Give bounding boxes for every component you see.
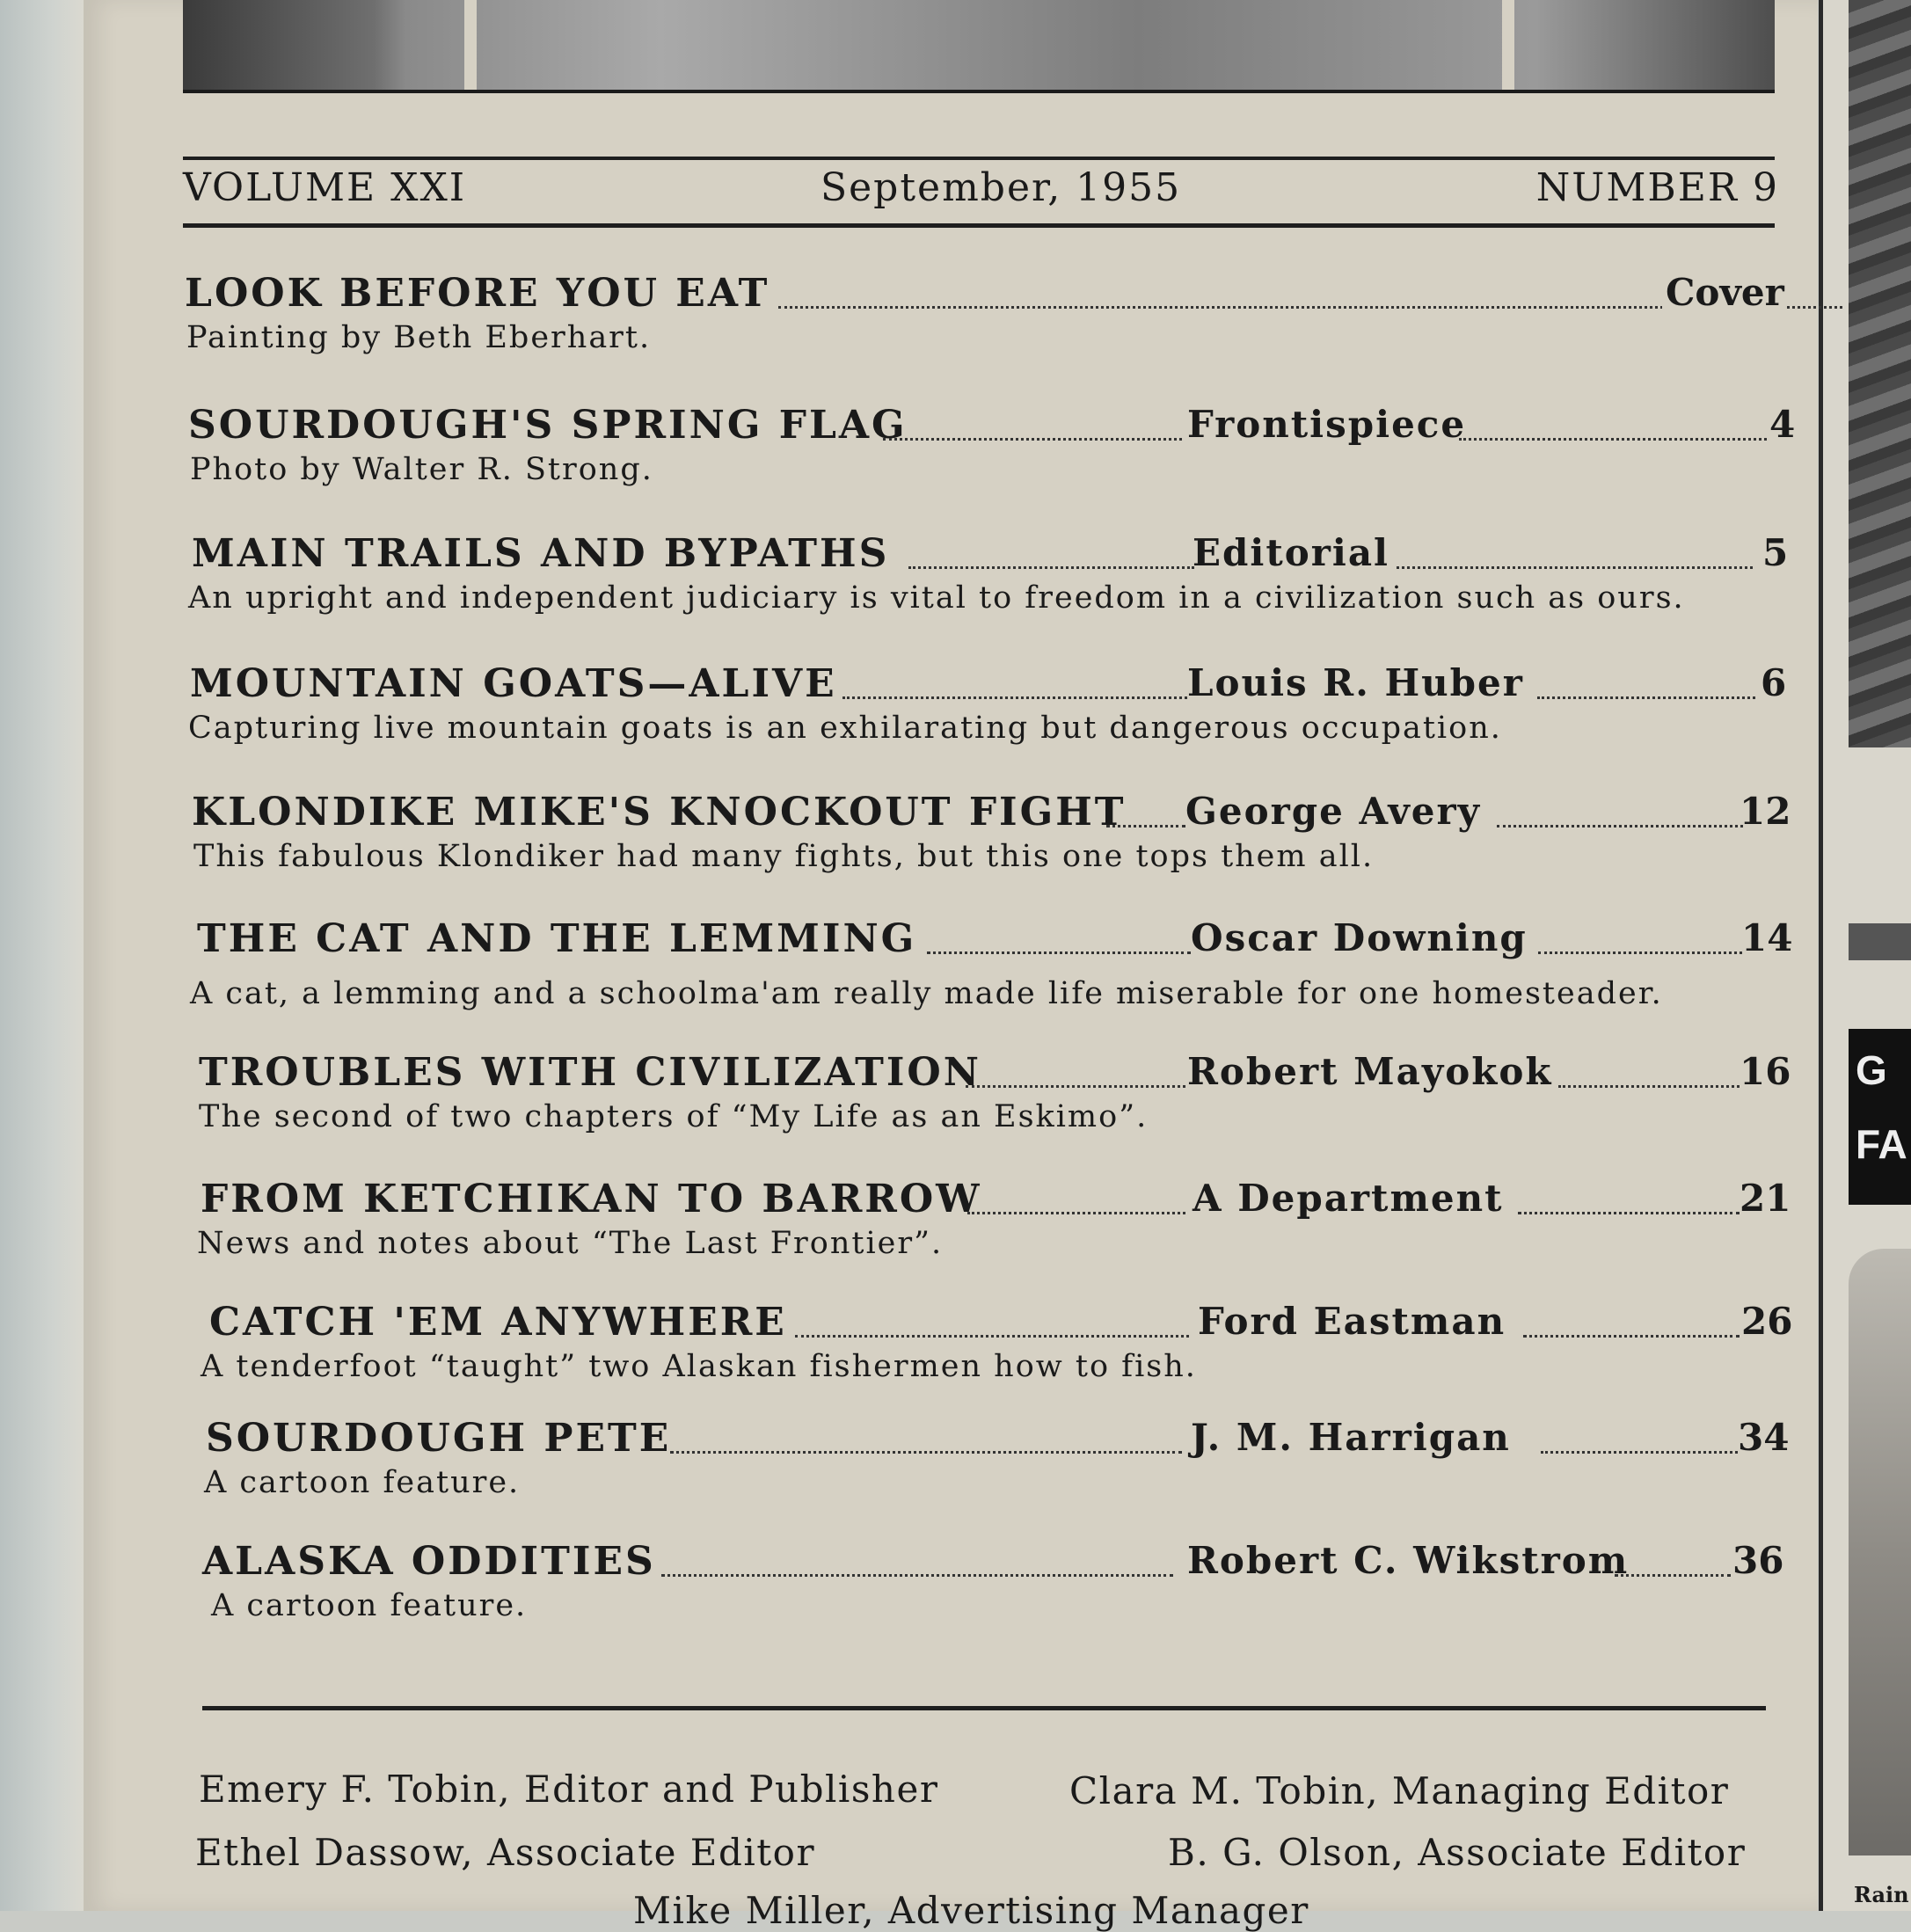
article-title: MOUNTAIN GOATS—ALIVE xyxy=(190,661,837,706)
adjacent-badge xyxy=(1849,1029,1911,1205)
badge-line-1: G xyxy=(1856,1047,1887,1093)
issue-date: September, 1955 xyxy=(821,165,1182,210)
article-description: The second of two chapters of “My Life as an Eskimo”. xyxy=(199,1099,1149,1134)
article-title: CATCH 'EM ANYWHERE xyxy=(209,1300,787,1345)
page-number: 36 xyxy=(1732,1539,1784,1582)
page-number: 26 xyxy=(1741,1300,1793,1343)
dot-leader xyxy=(1541,1451,1738,1454)
article-author: Ford Eastman xyxy=(1198,1300,1506,1343)
page-number: 4 xyxy=(1769,403,1796,446)
staff-managing-editor: Clara M. Tobin, Managing Editor xyxy=(1069,1769,1730,1812)
left-page-edge xyxy=(0,0,88,1911)
article-author: Oscar Downing xyxy=(1191,916,1528,959)
article-author: Robert C. Wikstrom xyxy=(1187,1539,1630,1582)
article-title: MAIN TRAILS AND BYPATHS xyxy=(192,531,890,576)
page-number: 12 xyxy=(1740,790,1791,833)
article-author: George Avery xyxy=(1185,790,1481,833)
article-description: Photo by Walter R. Strong. xyxy=(190,452,653,487)
top-illustration xyxy=(183,0,1775,93)
page-number: 6 xyxy=(1761,661,1787,704)
article-title: KLONDIKE MIKE'S KNOCKOUT FIGHT xyxy=(192,790,1127,835)
article-title: LOOK BEFORE YOU EAT xyxy=(185,271,770,316)
dot-leader xyxy=(1615,1574,1731,1577)
staff-associate-editor: B. G. Olson, Associate Editor xyxy=(1168,1831,1747,1874)
dot-leader xyxy=(1497,825,1743,827)
article-description: This fabulous Klondiker had many fights, but this one tops them all. xyxy=(193,839,1375,874)
article-title: TROUBLES WITH CIVILIZATION xyxy=(199,1050,981,1095)
article-description: News and notes about “The Last Frontier”. xyxy=(197,1226,944,1261)
staff-divider-rule xyxy=(202,1706,1766,1710)
article-description: An upright and independent judiciary is vital to freedom in a civilization such as ours. xyxy=(188,580,1685,616)
adjacent-band xyxy=(1849,923,1911,960)
masthead-bottom-rule xyxy=(183,223,1775,228)
article-description: Capturing live mountain goats is an exhilarating but dangerous occupation. xyxy=(188,711,1502,746)
article-author: J. M. Harrigan xyxy=(1191,1416,1511,1459)
staff-associate-editor: Ethel Dassow, Associate Editor xyxy=(195,1831,816,1874)
masthead xyxy=(183,165,1779,218)
adjacent-photo xyxy=(1849,0,1911,747)
article-title: THE CAT AND THE LEMMING xyxy=(197,916,917,961)
article-title: ALASKA ODDITIES xyxy=(202,1539,656,1584)
adjacent-page-strip xyxy=(1819,0,1911,1911)
dot-leader xyxy=(908,566,1194,569)
article-description: Painting by Beth Eberhart. xyxy=(186,320,652,355)
staff-advertising-manager: Mike Miller, Advertising Manager xyxy=(633,1889,1309,1932)
adjacent-figure xyxy=(1849,1249,1911,1855)
dot-leader xyxy=(883,438,1182,441)
top-rule xyxy=(183,157,1775,160)
dot-leader xyxy=(1523,1335,1740,1338)
dot-leader xyxy=(661,1574,1173,1577)
article-description: A cartoon feature. xyxy=(211,1588,528,1623)
page-number: 21 xyxy=(1740,1177,1791,1220)
dot-leader xyxy=(795,1335,1189,1338)
article-author: Louis R. Huber xyxy=(1187,661,1524,704)
page-gutter-rule xyxy=(1819,0,1823,1911)
page-number: Cover xyxy=(1662,271,1784,314)
page-number: 14 xyxy=(1741,916,1793,959)
dot-leader xyxy=(1558,1085,1740,1088)
page-number: 34 xyxy=(1738,1416,1790,1459)
dot-leader xyxy=(967,1212,1185,1214)
article-title: FROM KETCHIKAN TO BARROW xyxy=(201,1177,982,1221)
article-title: SOURDOUGH'S SPRING FLAG xyxy=(188,403,908,448)
article-title: SOURDOUGH PETE xyxy=(206,1416,672,1461)
dot-leader xyxy=(1397,566,1753,569)
article-author: Robert Mayokok xyxy=(1187,1050,1553,1093)
article-author: Editorial xyxy=(1193,531,1390,574)
article-author: A Department xyxy=(1193,1177,1504,1220)
dot-leader xyxy=(1106,825,1185,827)
dot-leader xyxy=(1459,438,1767,441)
issue-number: NUMBER 9 xyxy=(1535,165,1779,210)
dot-leader xyxy=(1537,696,1755,699)
dot-leader xyxy=(927,951,1191,954)
adjacent-caption: Rain xyxy=(1854,1882,1909,1907)
dot-leader xyxy=(842,696,1187,699)
dot-leader xyxy=(670,1451,1182,1454)
staff-editor-publisher: Emery F. Tobin, Editor and Publisher xyxy=(199,1768,939,1811)
article-author: Frontispiece xyxy=(1187,403,1467,446)
badge-line-2: FA xyxy=(1856,1121,1907,1167)
page-number: 5 xyxy=(1762,531,1789,574)
article-description: A cat, a lemming and a schoolma'am really made life miserable for one homesteader. xyxy=(190,976,1663,1011)
dot-leader xyxy=(1538,951,1742,954)
volume-label: VOLUME XXI xyxy=(183,165,467,210)
article-description: A tenderfoot “taught” two Alaskan fishermen how to fish. xyxy=(201,1349,1197,1384)
page-number: 16 xyxy=(1740,1050,1791,1093)
dot-leader xyxy=(1518,1212,1740,1214)
dot-leader xyxy=(966,1085,1185,1088)
article-description: A cartoon feature. xyxy=(204,1465,521,1500)
